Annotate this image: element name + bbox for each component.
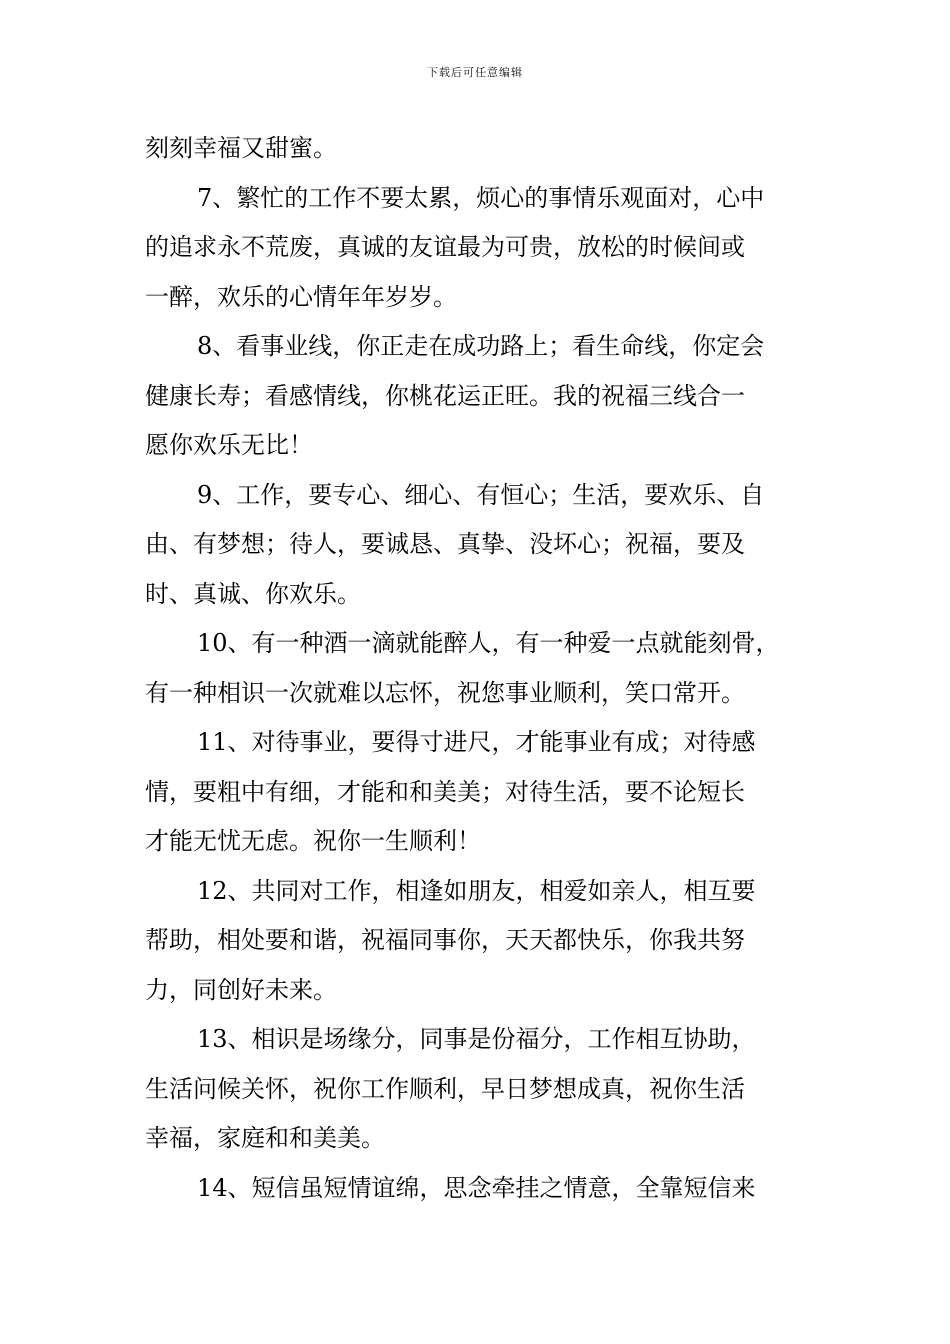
paragraph-8-start: 8、看事业线，你正走在成功路上；看生命线，你定会 [197,332,765,360]
text-line: 帮助，相处要和谐，祝福同事你，天天都快乐，你我共努 [145,926,745,954]
text-line: 由、有梦想；待人，要诚恳、真挚、没坏心；祝福，要及 [145,530,745,558]
text-line: 生活问候关怀，祝你工作顺利，早日梦想成真，祝你生活 [145,1074,745,1103]
page-header: 下载后可任意编辑 [427,66,523,79]
text-line: 的追求永不荒废，真诚的友谊最为可贵，放松的时候间或 [145,233,745,261]
paragraph-10-start: 10、有一种酒一滴就能醉人，有一种爱一点就能刻骨， [197,629,780,657]
paragraph-9-start: 9、工作，要专心、细心、有恒心；生活，要欢乐、自 [197,480,765,509]
paragraph-13-start: 13、相识是场缘分，同事是份福分，工作相互协助， [197,1025,756,1053]
paragraph-11-start: 11、对待事业，要得寸进尺，才能事业有成；对待感 [197,728,756,756]
text-line: 一醉，欢乐的心情年年岁岁。 [145,282,457,311]
text-line: 愿你欢乐无比！ [145,431,313,459]
text-line: 时、真诚、你欢乐。 [145,579,361,608]
text-line: 幸福，家庭和和美美。 [145,1124,385,1152]
paragraph-12-start: 12、共同对工作，相逢如朋友，相爱如亲人，相互要 [197,876,756,905]
paragraph-7-start: 7、繁忙的工作不要太累，烦心的事情乐观面对，心中 [197,183,765,212]
text-line: 情，要粗中有细，才能和和美美；对待生活，要不论短长 [145,777,745,806]
text-line: 有一种相识一次就难以忘怀，祝您事业顺利，笑口常开。 [145,678,745,707]
document-body [145,124,820,1213]
paragraph-14-start: 14、短信虽短情谊绵，思念牵挂之情意，全靠短信来 [197,1173,756,1202]
text-line: 才能无忧无虑。祝你一生顺利！ [145,827,481,855]
text-line: 健康长寿；看感情线，你桃花运正旺。我的祝福三线合一 [145,381,745,410]
text-line: 力，同创好未来。 [145,975,337,1004]
text-line: 刻刻幸福又甜蜜。 [145,134,337,162]
